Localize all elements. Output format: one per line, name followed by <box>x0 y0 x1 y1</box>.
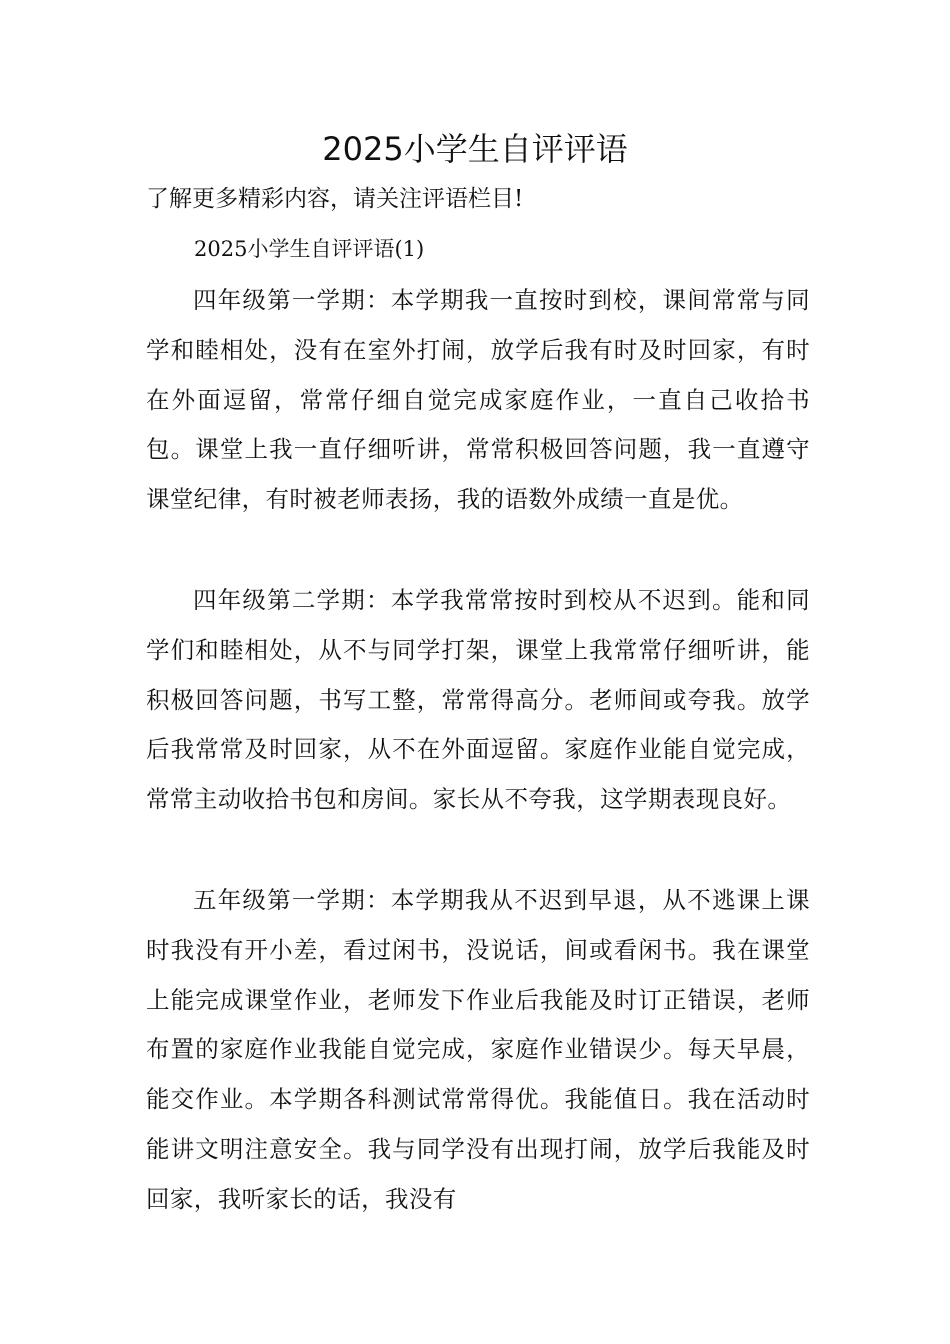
paragraph-grade4-term1: 四年级第一学期：本学期我一直按时到校，课间常常与同学和睦相处，没有在室外打闹，放学后我有时及时回家，有时在外面逗留，常常仔细自觉完成家庭作业，一直自己收拾书包。课堂上我一直仔细听讲，常常积极回答问题，我一直遵守课堂纪律，有时被老师表扬，我的语数外成绩一直是优。 <box>146 286 810 514</box>
intro-line: 了解更多精彩内容，请关注评语栏目! <box>146 186 524 212</box>
section-heading: 2025小学生自评评语(1) <box>194 237 425 261</box>
paragraph-grade4-term2: 四年级第二学期：本学我常常按时到校从不迟到。能和同学们和睦相处，从不与同学打架，课堂上我常常仔细听讲，能积极回答问题，书写工整，常常得高分。老师间或夸我。放学后我常常及时回家，从不在外面逗留。家庭作业能自觉完成，常常主动收拾书包和房间。家长从不夸我，这学期表现良好。 <box>146 586 810 814</box>
page-title: 2025小学生自评评语 <box>322 130 628 168</box>
paragraph-grade5-term1: 五年级第一学期：本学期我从不迟到早退，从不逃课上课时我没有开小差，看过闲书，没说话，间或看闲书。我在课堂上能完成课堂作业，老师发下作业后我能及时订正错误，老师布置的家庭作业我能自觉完成，家庭作业错误少。每天早晨，能交作业。本学期各科测试常常得优。我能值日。我在活动时能讲文明注意安全。我与同学没有出现打闹，放学后我能及时回家，我听家长的话，我没有 <box>146 886 810 1213</box>
